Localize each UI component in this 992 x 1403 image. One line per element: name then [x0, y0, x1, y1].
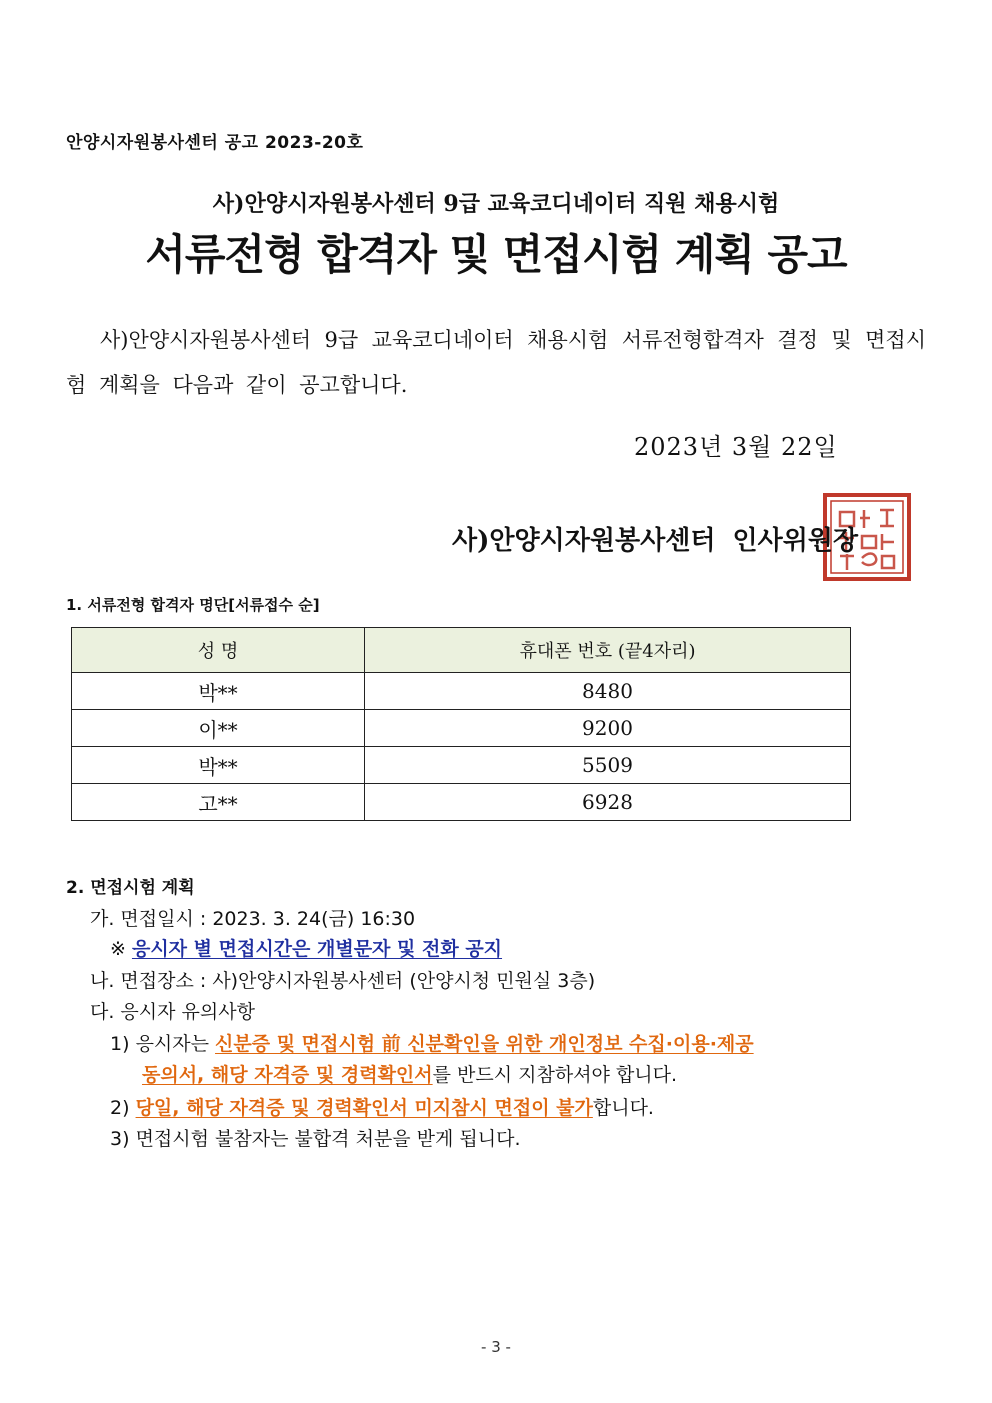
main-title: 서류전형 합격자 및 면접시험 계획 공고: [145, 230, 847, 279]
page-number: - 3 -: [481, 1338, 511, 1356]
note-1-continued: [142, 1060, 677, 1087]
phone-cell: 6928: [365, 784, 851, 821]
reference-mark-icon: ※: [110, 938, 126, 960]
table-row: [72, 747, 851, 784]
issuer: 사)안양시자원봉사센터 인사위원장: [452, 526, 859, 556]
note-2-suffix: 합니다.: [592, 1097, 654, 1119]
interview-datetime: 가. 면접일시 : 2023. 3. 24(금) 16:30: [90, 908, 416, 930]
phone-cell: 5509: [365, 747, 851, 784]
table-header-row: [72, 628, 851, 673]
interview-location: 나. 면접장소 : 사)안양시자원봉사센터 (안양시청 민원실 3층): [90, 970, 596, 992]
note-1-prefix: 응시자는: [135, 1033, 209, 1055]
name-cell: 박**: [72, 747, 365, 784]
column-header-name: 성 명: [72, 628, 365, 673]
note-1: [110, 1029, 754, 1056]
phone-cell: 9200: [365, 710, 851, 747]
note-3-text: 면접시험 불참자는 불합격 처분을 받게 됩니다.: [135, 1128, 521, 1150]
note-3: [110, 1124, 521, 1151]
note-2-highlight: 당일, 해당 자격증 및 경력확인서 미지참시 면접이 불가: [135, 1097, 593, 1119]
note-1-number: 1): [110, 1033, 130, 1055]
notice-note: [110, 934, 502, 961]
phone-cell: 8480: [365, 673, 851, 710]
note-2-number: 2): [110, 1097, 130, 1119]
note-3-number: 3): [110, 1128, 130, 1150]
announcement-date: 2023년 3월 22일: [634, 433, 838, 461]
table-row: [72, 784, 851, 821]
table-row: [72, 673, 851, 710]
subtitle: 사)안양시자원봉사센터 9급 교육코디네이터 직원 채용시험: [212, 191, 780, 217]
note-1-suffix: 를 반드시 지참하셔야 합니다.: [432, 1064, 678, 1086]
name-cell: 박**: [72, 673, 365, 710]
name-cell: 이**: [72, 710, 365, 747]
note-1-highlight: 신분증 및 면접시험 前 신분확인을 위한 개인정보 수집·이용·제공: [215, 1033, 754, 1055]
intro-paragraph: 사)안양시자원봉사센터 9급 교육코디네이터 채용시험 서류전형합격자 결정 및 면접시험 계획을 다음과 같이 공고합니다.: [66, 328, 926, 397]
column-header-phone: 휴대폰 번호 (끝4자리): [365, 628, 851, 673]
section1-heading: 1. 서류전형 합격자 명단[서류접수 순]: [66, 596, 320, 614]
section2-heading: 2. 면접시험 계획: [66, 878, 195, 898]
note-2: [110, 1093, 654, 1120]
notice-note-text: 응시자 별 면접시간은 개별문자 및 전화 공지: [131, 938, 503, 960]
note-1-highlight-2: 동의서, 해당 자격증 및 경력확인서: [142, 1064, 433, 1086]
passer-table: [71, 627, 851, 821]
name-cell: 고**: [72, 784, 365, 821]
table-row: [72, 710, 851, 747]
applicant-notes-heading: 다. 응시자 유의사항: [90, 1001, 255, 1023]
notice-number: 안양시자원봉사센터 공고 2023-20호: [66, 133, 364, 153]
